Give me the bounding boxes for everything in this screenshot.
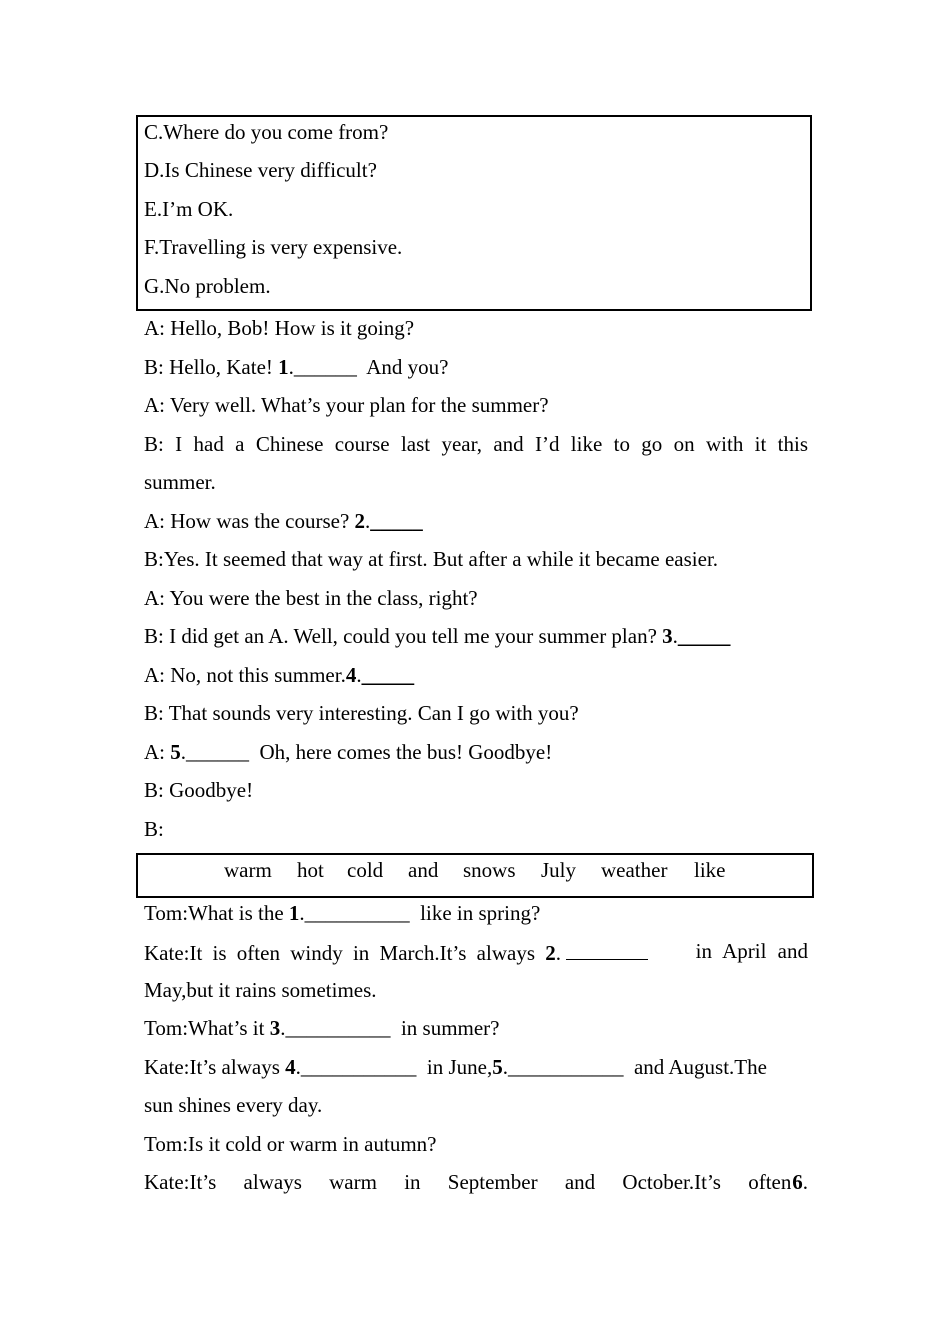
dialogue1-line-8: A: You were the best in the class, right? — [144, 586, 478, 610]
dialogue1-line-7: B:Yes. It seemed that way at first. But after a while it became easier. — [144, 547, 719, 571]
blank-number-5: 5 — [492, 1055, 503, 1079]
dialogue1-line-10: A: No, not this summer.4._____ — [144, 663, 415, 687]
dialogue2-line-8: Kate:It’s always warm in September and October.It’s often 6. — [144, 1170, 808, 1194]
word-bank-item: weather — [601, 858, 668, 882]
dialogue1-line-2: B: Hello, Kate! 1.______ And you? — [144, 355, 449, 379]
blank-number-5: 5 — [170, 740, 181, 764]
blank-number-4: 4 — [285, 1055, 296, 1079]
option-e: E.I’m OK. — [144, 197, 234, 221]
dialogue2-line-1: Tom:What is the 1.__________ like in spring? — [144, 901, 541, 925]
dialogue1-line-6: A: How was the course? 2._____ — [144, 509, 423, 533]
blank-number-3: 3 — [269, 1016, 281, 1040]
dialogue1-line-5: summer. — [144, 470, 216, 494]
word-bank-item: like — [694, 858, 726, 882]
blank-2: _____ — [370, 509, 423, 533]
blank-2-line — [566, 939, 648, 960]
blank-4: _____ — [361, 663, 415, 687]
dialogue2-line-6: sun shines every day. — [144, 1093, 323, 1117]
dialogue1-line-14: B: — [144, 817, 164, 841]
dialogue1-line-11: B: That sounds very interesting. Can I go with you? — [144, 701, 579, 725]
blank-number-1: 1 — [278, 355, 289, 379]
word-bank-item: and — [408, 858, 439, 882]
blank-number-4: 4 — [345, 663, 357, 687]
dialogue1-line-9: B: I did get an A. Well, could you tell me your summer plan? 3._____ — [144, 624, 731, 648]
word-bank-item: cold — [347, 858, 384, 882]
dialogue1-line-1: A: Hello, Bob! How is it going? — [144, 316, 415, 340]
dialogue1-line-4: B: I had a Chinese course last year, and I’d like to go on with it this — [144, 432, 808, 456]
word-bank-item: hot — [297, 858, 324, 882]
dialogue1-line-12: A: 5.______ Oh, here comes the bus! Goodbye! — [144, 740, 553, 764]
option-g: G.No problem. — [144, 274, 271, 298]
word-bank-item: July — [541, 858, 577, 882]
dialogue2-line-3: May,but it rains sometimes. — [144, 978, 377, 1002]
word-bank-item: warm — [224, 858, 272, 882]
blank-number-2: 2 — [354, 509, 366, 533]
blank-number-1: 1 — [288, 901, 300, 925]
dialogue2-line-4: Tom:What’s it 3.__________ in summer? — [144, 1016, 500, 1040]
blank-number-3: 3 — [662, 624, 673, 648]
word-bank-item: snows — [463, 858, 516, 882]
blank-3: _____ — [677, 624, 731, 648]
option-f: F.Travelling is very expensive. — [144, 235, 403, 259]
option-d: D.Is Chinese very difficult? — [144, 158, 377, 182]
dialogue1-line-3: A: Very well. What’s your plan for the summer? — [144, 393, 549, 417]
option-c: C.Where do you come from? — [144, 120, 389, 144]
dialogue2-line-5: Kate:It’s always 4.___________ in June,5.___________ and August.The — [144, 1055, 767, 1079]
blank-number-6: 6 — [792, 1170, 803, 1194]
dialogue2-line-7: Tom:Is it cold or warm in autumn? — [144, 1132, 437, 1156]
dialogue1-line-13: B: Goodbye! — [144, 778, 254, 802]
dialogue2-line-2: Kate:It is often windy in March.It’s always 2. in April and — [144, 939, 808, 965]
blank-number-2: 2 — [545, 941, 556, 965]
